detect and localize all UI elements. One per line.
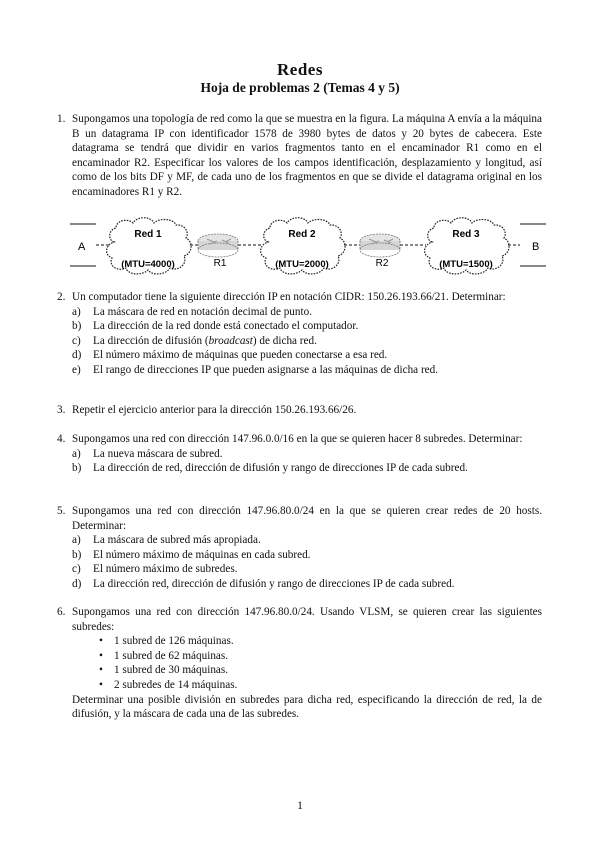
sub-question-text: La dirección de red, dirección de difusión y rango de direcciones IP de cada subred. xyxy=(93,462,468,475)
sub-question xyxy=(72,334,542,349)
router-r1-icon xyxy=(198,234,238,257)
sub-question-text: El número máximo de subredes. xyxy=(93,563,238,576)
sub-question-text: La máscara de red en notación decimal de punto. xyxy=(93,305,312,318)
bullet-icon: • xyxy=(99,678,103,691)
sub-question-label: a) xyxy=(72,534,81,547)
problem-5 xyxy=(57,504,542,592)
list-item-text: 1 subred de 126 máquinas. xyxy=(114,635,234,648)
network-mtu: (MTU=4000) xyxy=(121,259,175,270)
sub-question-text: La nueva máscara de subred. xyxy=(93,447,223,460)
network-label: Red 2 xyxy=(288,229,316,240)
host-a-label: A xyxy=(78,241,86,253)
bullet-icon: • xyxy=(99,635,103,648)
sub-question-text: El rango de direcciones IP que pueden asignarse a las máquinas de dicha red. xyxy=(93,363,439,376)
sub-question-label: c) xyxy=(72,563,81,576)
sub-question xyxy=(72,363,542,378)
problem-number: 4. xyxy=(57,433,66,445)
sub-question-label: e) xyxy=(72,363,81,376)
problem-text: Supongamos una red con dirección 147.96.80.0/24 en la que se quieren crear redes de 20 hosts. Determinar: xyxy=(72,505,542,532)
list-item-text: 1 subred de 62 máquinas. xyxy=(114,649,229,662)
sub-question-label: c) xyxy=(72,334,81,347)
problem-text: Supongamos una topología de red como la que se muestra en la figura. La máquina A envía a la máquina B un datagrama IP con identificador 1578 de 3980 bytes de datos y 20 bytes de cabecera. Este datagrama se tendrá que dividir en varios fragmentos tanto en el encaminador R1 como en el encaminador R2. Especificar los valores de los campos identificación, desplazamiento y longitud, así como de los bits DF y MF, de cada uno de los fragmentos en que se divide el datagrama original en los encaminadores R1 y R2. xyxy=(72,113,542,198)
problem-closing-text: Determinar una posible división en subredes para dicha red, especificando la dirección de red, la de difusión, y la máscara de cada una de las subredes. xyxy=(72,693,542,721)
sub-question-label: b) xyxy=(72,320,82,333)
problem-text: Repetir el ejercicio anterior para la dirección 150.26.193.66/26. xyxy=(72,404,357,416)
problem-text: Supongamos una red con dirección 147.96.80.0/24. Usando VLSM, se quieren crear las siguientes subredes: xyxy=(72,606,542,633)
list-item xyxy=(72,663,542,678)
problem-text: Un computador tiene la siguiente dirección IP en notación CIDR: 150.26.193.66/21. Determinar: xyxy=(72,291,506,303)
list-item xyxy=(72,678,542,693)
sub-question xyxy=(72,461,542,476)
network-label: Red 3 xyxy=(452,229,480,240)
router-r2-icon xyxy=(360,234,400,257)
problem-text: Supongamos una red con dirección 147.96.0.0/16 en la que se quieren hacer 8 subredes. Determinar: xyxy=(72,433,523,445)
problem-2 xyxy=(57,290,542,378)
sub-question xyxy=(72,319,542,334)
router-label: R1 xyxy=(213,258,227,269)
host-a-link xyxy=(70,224,110,266)
sub-question-text: El número máximo de máquinas en cada subred. xyxy=(93,548,311,561)
network-topology-diagram xyxy=(66,210,546,285)
sub-question-text: El número máximo de máquinas que pueden conectarse a esa red. xyxy=(93,349,388,362)
document-title: Redes xyxy=(277,60,323,79)
sub-question-label: a) xyxy=(72,305,81,318)
sub-question-text-post: ) de dicha red. xyxy=(252,334,317,347)
problem-3 xyxy=(57,403,542,418)
sub-question xyxy=(72,577,542,592)
sub-question xyxy=(72,548,542,563)
sub-question xyxy=(72,305,542,320)
sub-question-label: a) xyxy=(72,447,81,460)
sub-question xyxy=(72,562,542,577)
document-subtitle: Hoja de problemas 2 (Temas 4 y 5) xyxy=(200,80,400,95)
network-label: Red 1 xyxy=(134,229,162,240)
list-item-text: 1 subred de 30 máquinas. xyxy=(114,664,229,677)
problem-number: 2. xyxy=(57,291,66,303)
sub-question-text: La máscara de subred más apropiada. xyxy=(93,534,261,547)
sub-question xyxy=(72,348,542,363)
host-b-link xyxy=(508,224,546,266)
sub-question xyxy=(72,447,542,462)
bullet-icon: • xyxy=(99,649,103,662)
problem-number: 1. xyxy=(57,113,66,125)
sub-question-label: b) xyxy=(72,462,82,475)
problem-number: 3. xyxy=(57,404,66,416)
sub-question-text-pre: La dirección de difusión ( xyxy=(93,334,209,347)
list-item-text: 2 subredes de 14 máquinas. xyxy=(114,678,238,691)
problem-6 xyxy=(57,605,542,722)
sub-question xyxy=(72,533,542,548)
problem-number: 5. xyxy=(57,505,66,517)
sub-question-label: d) xyxy=(72,577,82,590)
sub-question-emphasis: broadcast xyxy=(208,334,253,347)
sub-question-text: La dirección de la red donde está conectado el computador. xyxy=(93,320,359,333)
problem-1 xyxy=(57,112,542,200)
host-b-label: B xyxy=(532,241,540,253)
problem-number: 6. xyxy=(57,606,66,618)
list-item xyxy=(72,649,542,664)
sub-question-label: d) xyxy=(72,349,82,362)
network-mtu: (MTU=1500) xyxy=(439,259,493,270)
list-item xyxy=(72,634,542,649)
router-label: R2 xyxy=(375,258,389,269)
page-number: 1 xyxy=(297,798,303,812)
bullet-icon: • xyxy=(99,664,103,677)
sub-question-text: La dirección red, dirección de difusión y rango de direcciones IP de cada subred. xyxy=(93,577,455,590)
network-mtu: (MTU=2000) xyxy=(275,259,329,270)
sub-question-label: b) xyxy=(72,548,82,561)
problem-4 xyxy=(57,432,542,476)
